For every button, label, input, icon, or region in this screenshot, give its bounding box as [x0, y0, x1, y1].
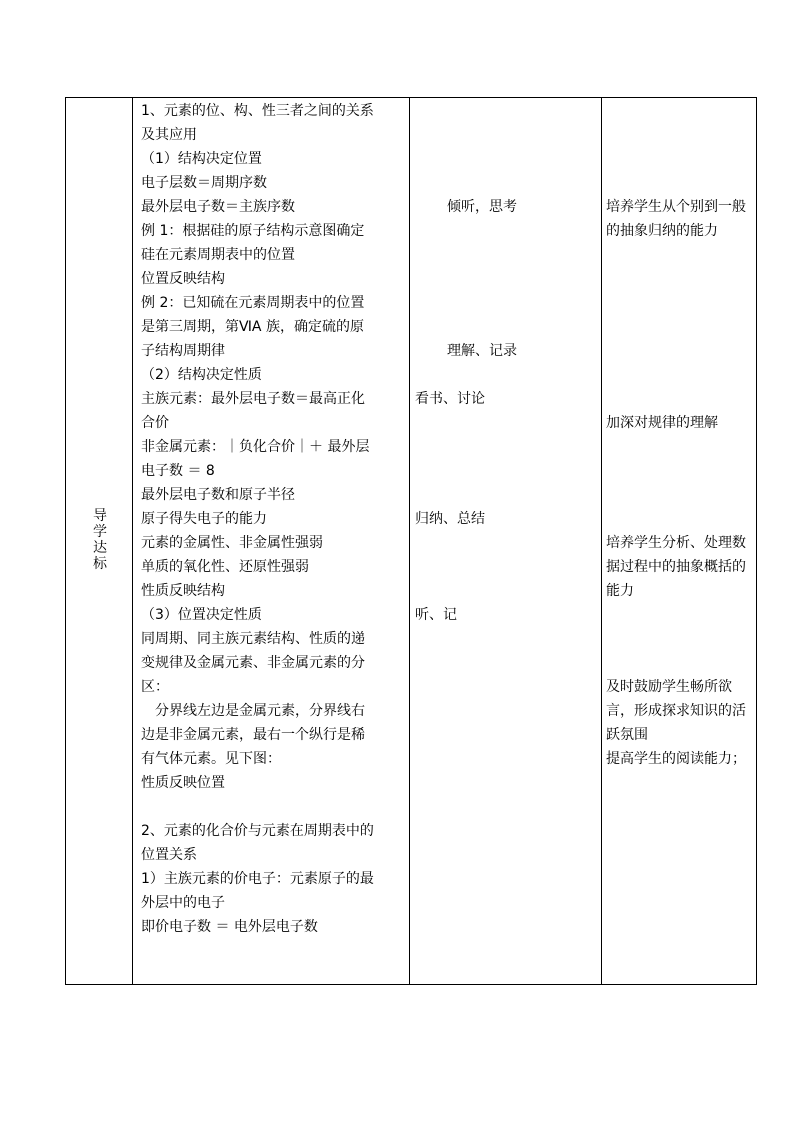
content-line: 性质反映结构	[141, 583, 225, 599]
content-line: （1）结构决定位置	[141, 151, 262, 167]
content-line: 即价电子数 ＝ 电外层电子数	[141, 919, 318, 935]
content-line: 1、元素的位、构、性三者之间的关系	[141, 103, 374, 119]
content-line: 有气体元素。见下图：	[141, 751, 281, 767]
content-line: （2）结构决定性质	[141, 367, 262, 383]
design-intent: 及时鼓励学生畅所欲言，形成探求知识的活跃氛围	[606, 679, 746, 743]
blank-line	[141, 795, 407, 819]
content-line: 外层中的电子	[141, 895, 225, 911]
content-line: 合价	[141, 415, 169, 431]
content-line: 2、元素的化合价与元素在周期表中的	[141, 823, 374, 839]
content-line: 最外层电子数和原子半径	[141, 487, 295, 503]
content-line: 1）主族元素的价电子：元素原子的最	[141, 871, 374, 887]
student-activity: 理解、记录	[447, 343, 517, 359]
content-line: 原子得失电子的能力	[141, 511, 267, 527]
content-line: 是第三周期，第ⅥA 族，确定硫的原	[141, 319, 364, 335]
content-line: 最外层电子数＝主族序数	[141, 199, 295, 215]
content-line: 电子层数＝周期序数	[141, 175, 267, 191]
content-line: 变规律及金属元素、非金属元素的分	[141, 655, 365, 671]
content-line: 例 2：已知硫在元素周期表中的位置	[141, 295, 365, 311]
lesson-table	[65, 97, 757, 985]
side-label: 导 学 达 标	[93, 508, 107, 572]
student-activity: 倾听，思考	[447, 199, 517, 215]
content-line: 非金属元素：｜负化合价｜＋ 最外层	[141, 439, 370, 455]
content-line: 位置关系	[141, 847, 197, 863]
content-line: 同周期、同主族元素结构、性质的递	[141, 631, 365, 647]
design-intent: 提高学生的阅读能力；	[606, 751, 746, 767]
design-intent: 培养学生从个别到一般的抽象归纳的能力	[606, 199, 746, 239]
content-line: 分界线左边是金属元素，分界线右	[141, 703, 365, 719]
student-activity: 听、记	[415, 607, 457, 623]
content-line: 子结构周期律	[141, 343, 225, 359]
content-line: 元素的金属性、非金属性强弱	[141, 535, 323, 551]
content-line: 单质的氧化性、还原性强弱	[141, 559, 309, 575]
content-line: 例 1：根据硅的原子结构示意图确定	[141, 223, 365, 239]
content-line: （3）位置决定性质	[141, 607, 262, 623]
content-line: 位置反映结构	[141, 271, 225, 287]
content-line: 电子数 ＝ 8	[141, 463, 215, 479]
content-line: 区：	[141, 679, 169, 695]
content-line: 主族元素：最外层电子数＝最高正化	[141, 391, 365, 407]
design-intent: 加深对规律的理解	[606, 415, 718, 431]
column-divider	[409, 98, 410, 984]
content-line: 硅在元素周期表中的位置	[141, 247, 295, 263]
column-divider	[132, 98, 133, 984]
content-line: 边是非金属元素，最右一个纵行是稀	[141, 727, 365, 743]
column-divider	[601, 98, 602, 984]
design-intent: 培养学生分析、处理数据过程中的抽象概括的能力	[606, 535, 746, 599]
teaching-content	[141, 99, 407, 939]
student-activity: 归纳、总结	[415, 511, 485, 527]
student-activity: 看书、讨论	[415, 391, 485, 407]
content-line: 及其应用	[141, 127, 197, 143]
content-line: 性质反映位置	[141, 775, 225, 791]
